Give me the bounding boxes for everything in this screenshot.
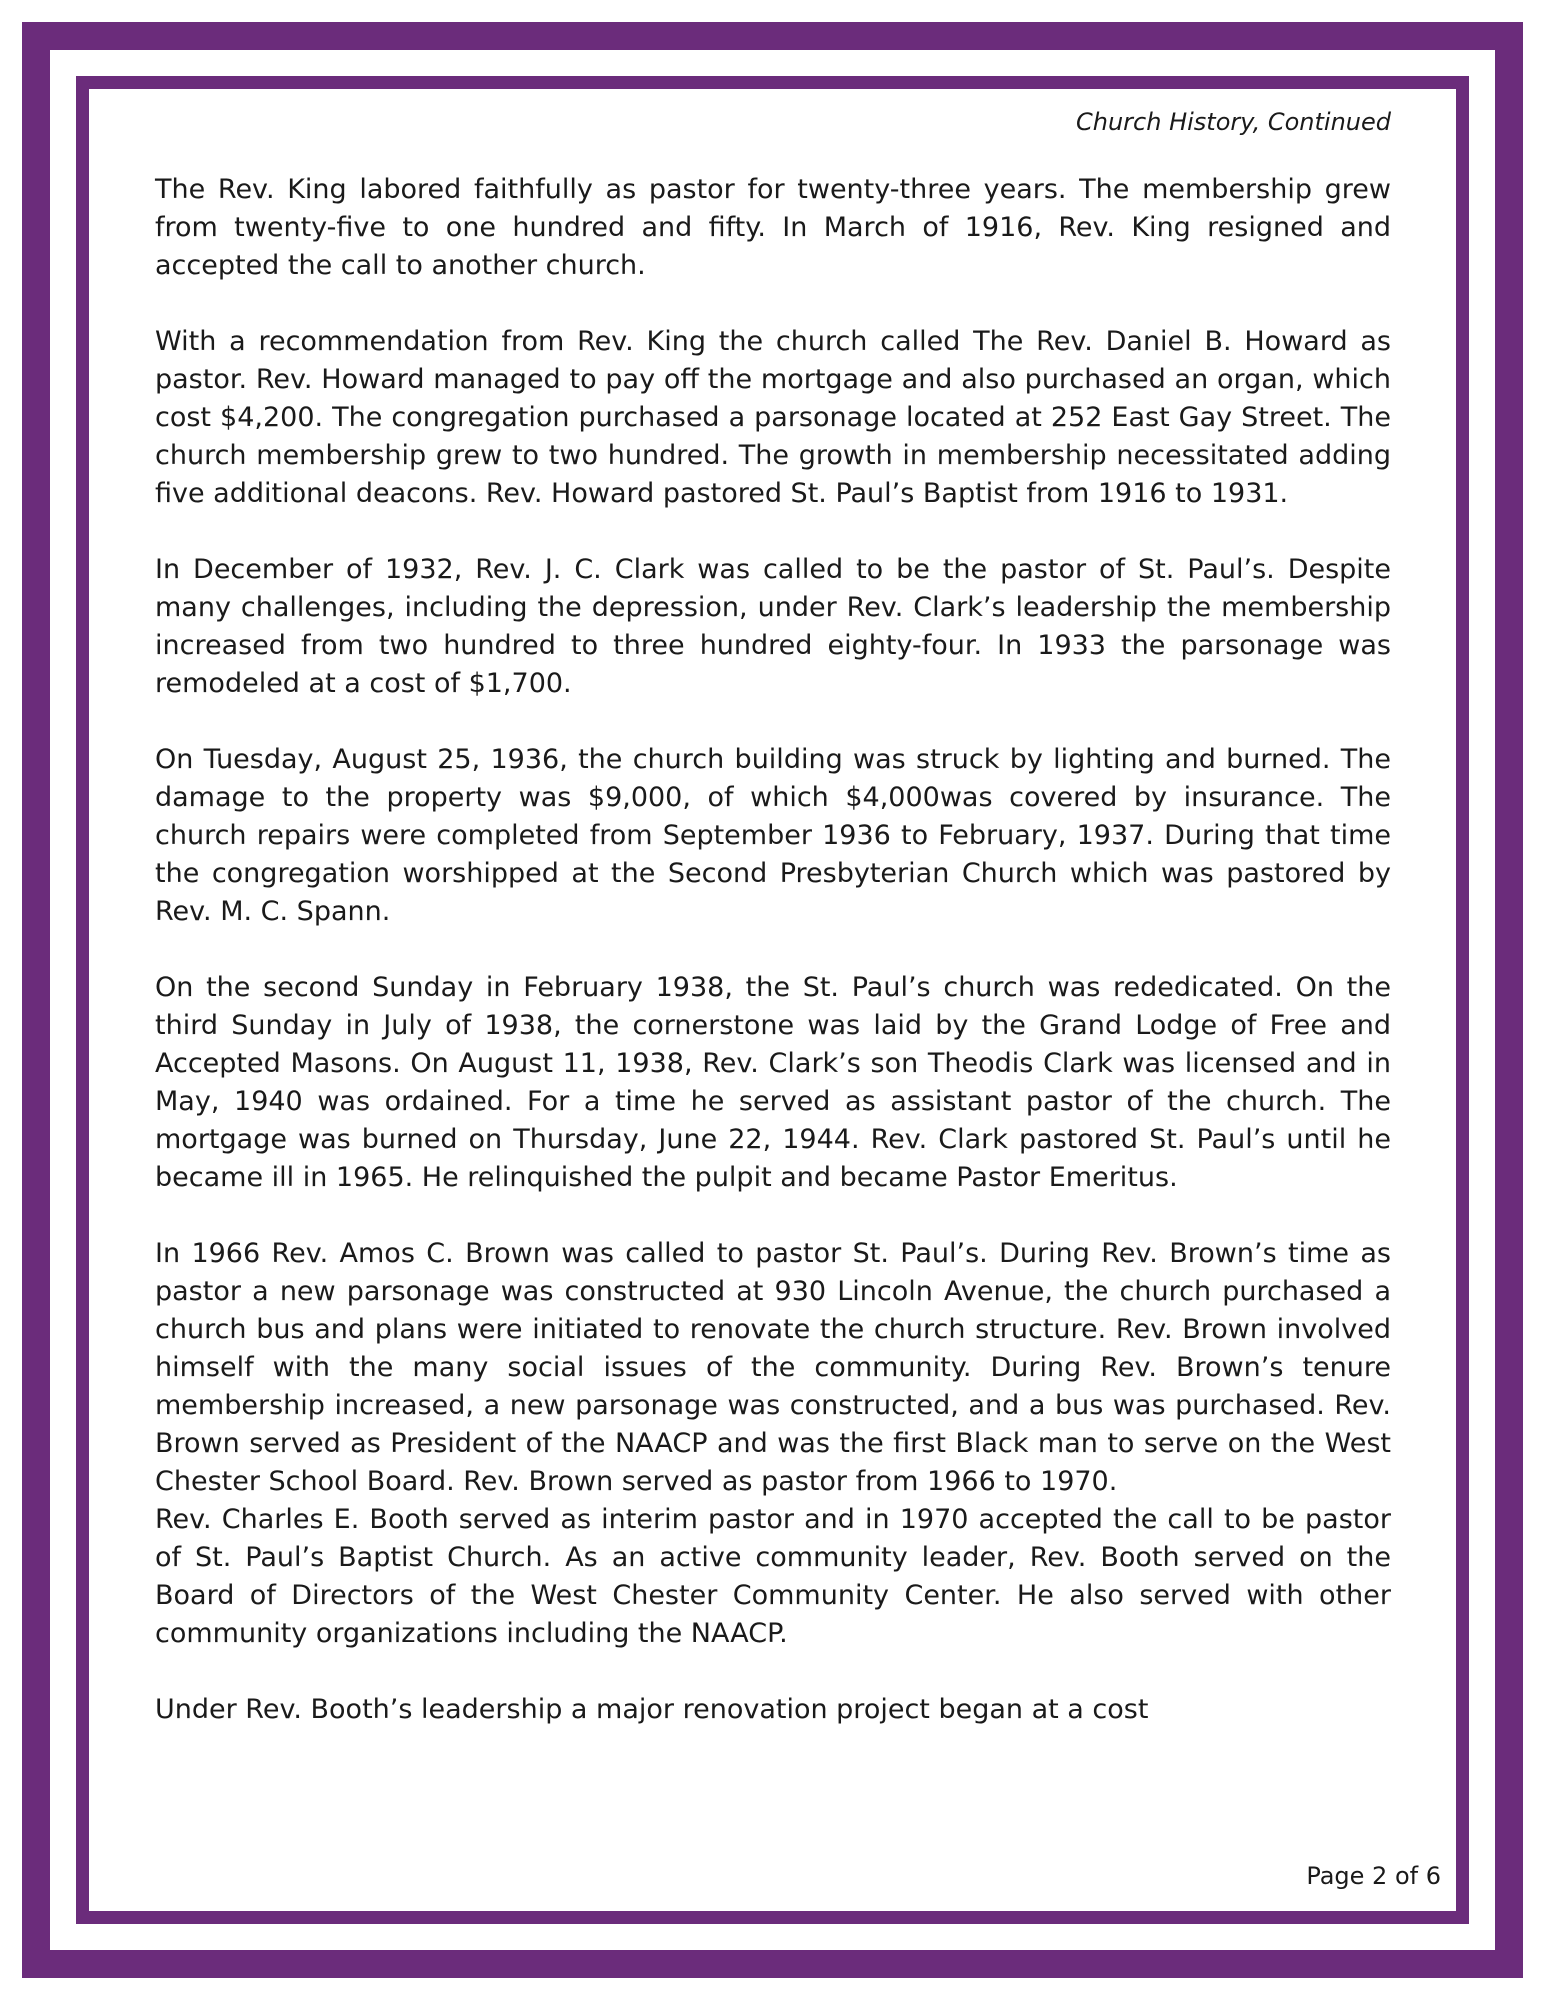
paragraph-fire-1936: On Tuesday, August 25, 1936, the church building was struck by lighting and burned. The damage to the property was $9,000, of which $4,000was covered by insurance. The church repairs were completed from September 1936 to February, 1937. During that time the congregation worshipped at the Second Presbyterian Church which was pastored by Rev. M. C. Spann. (155, 744, 1391, 927)
paragraph-rededication-1938: On the second Sunday in February 1938, the St. Paul’s church was rededicated. On the third Sunday in July of 1938, the cornerstone was laid by the Grand Lodge of Free and Accepted Masons. On August 11, 1938, Rev. Clark’s son Theodis Clark was licensed and in May, 1940 was ordained. For a time he served as assistant pastor of the church. The mortgage was burned on Thursday, June 22, 1944. Rev. Clark pastored St. Paul’s until he became ill in 1965. He relinquished the pulpit and became Pastor Emeritus. (155, 972, 1391, 1193)
paragraph-booth-renovation: Under Rev. Booth’s leadership a major renovation project began at a cost (155, 1694, 1149, 1725)
paragraph-booth-pastorate: Rev. Charles E. Booth served as interim pastor and in 1970 accepted the call to be pastor of St. Paul’s Baptist Church. As an active community leader, Rev. Booth served on the Board of Directors of the West Chester Community Center. He also served with other community organizations including the NAACP. (155, 1504, 1391, 1649)
document-body (155, 171, 1391, 1729)
paragraph-clark-called: In December of 1932, Rev. J. C. Clark was called to be the pastor of St. Paul’s. Despite many challenges, including the depression, under Rev. Clark’s leadership the membership increased from two hundred to three hundred eighty-four. In 1933 the parsonage was remodeled at a cost of $1,700. (155, 554, 1391, 699)
paragraph-king-pastorate: The Rev. King labored faithfully as pastor for twenty-three years. The membership grew from twenty-five to one hundred and fifty. In March of 1916, Rev. King resigned and accepted the call to another church. (155, 174, 1391, 281)
paragraph-brown-pastorate: In 1966 Rev. Amos C. Brown was called to pastor St. Paul’s. During Rev. Brown’s time as pastor a new parsonage was constructed at 930 Lincoln Avenue, the church purchased a church bus and plans were initiated to renovate the church structure. Rev. Brown involved himself with the many social issues of the community. During Rev. Brown’s tenure membership increased, a new parsonage was constructed, and a bus was purchased. Rev. Brown served as President of the NAACP and was the first Black man to serve on the West Chester School Board. Rev. Brown served as pastor from 1966 to 1970. (155, 1238, 1391, 1497)
section-header-note: Church History, Continued (1075, 108, 1391, 136)
paragraph-howard-pastorate: With a recommendation from Rev. King the church called The Rev. Daniel B. Howard as pastor. Rev. Howard managed to pay off the mortgage and also purchased an organ, which cost $4,200. The congregation purchased a parsonage located at 252 East Gay Street. The church membership grew to two hundred. The growth in membership necessitated adding five additional deacons. Rev. Howard pastored St. Paul’s Baptist from 1916 to 1931. (155, 326, 1391, 509)
page-number: Page 2 of 6 (1306, 1862, 1441, 1890)
